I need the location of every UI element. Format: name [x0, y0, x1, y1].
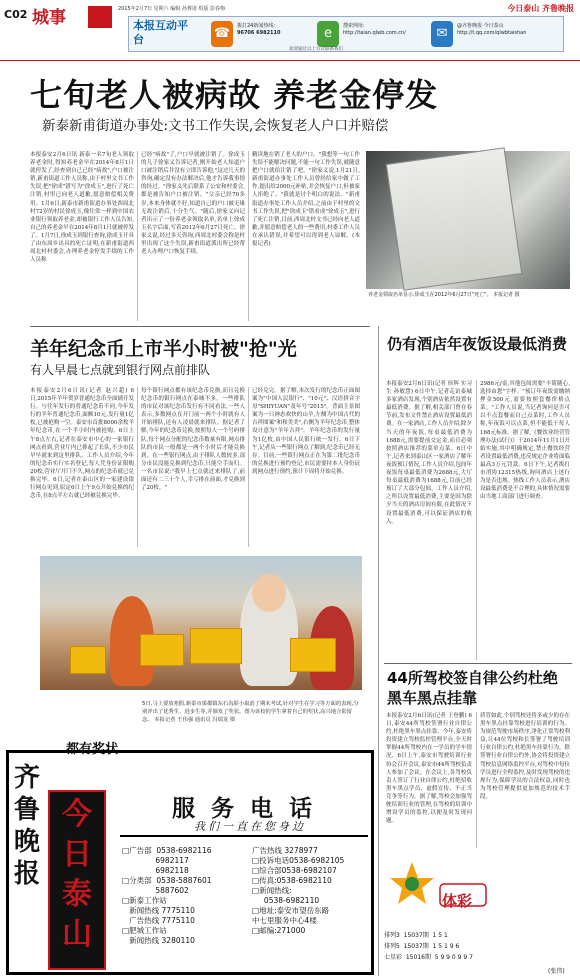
- story1-column-1: 本报泰安2月6日讯 新泰一名7旬老人领取养老金时,得知养老金早在2014年8月1日就停发了,经查到自己已经"病故",户口被注销,新甫街道工作人员称,由于村里文书工作失误,把"徐成"错写为"徐成玉",进行了死亡注销,村里已向老人道歉,愿意赔偿相关费用。1月6日,新泰市新甫街道办事处西周北村72岁的村民徐成玉,像往常一样到中国农业银行领取养老金,却被银行工作人员告知,自己的养老金早在2014年8月1日就被停发了。1月7日,徐成玉到银行查询,徐成玉开具了由东周乡出具的死亡证明,在新甫街道西周北村村委会,办理养老金停发手续的工作人员称: [30, 152, 134, 264]
- headline-driving-schools: 44所驾校签自律公约杜绝黑车黑点挂靠: [387, 669, 558, 707]
- hotline-numbers: 96706 6982110: [237, 30, 281, 36]
- phone-icon: ☎: [211, 21, 233, 47]
- students-award-photo: [40, 556, 362, 690]
- column-divider-vertical: [378, 326, 379, 976]
- weibo-block: [457, 23, 561, 37]
- ad-title: 本报互动平台: [133, 19, 188, 46]
- weibo-url: http://t.qq.com/qlwbtaishan: [457, 30, 527, 36]
- column-divider: [248, 387, 249, 547]
- subhead-commemorative-coin: 有人早晨七点就到银行网点前排队: [30, 363, 211, 377]
- ad-footer: 欢迎通过以上方式联系我们: [289, 47, 343, 52]
- weibo-icon: ✉: [431, 21, 453, 47]
- browser-icon: e: [317, 21, 339, 47]
- subhead-elderly-pension: 新泰新甫街道办事处:文书工作失误,会恢复老人户口并赔偿: [42, 118, 389, 134]
- date-line: 2015年2月7日 星期六 编辑 孙赛诸 组版 彭春梅: [118, 6, 226, 12]
- lottery-logo-icon: [382, 858, 492, 908]
- hotline-block: [237, 23, 281, 37]
- page-number: C02: [4, 8, 28, 21]
- service-title: 服务电话: [172, 796, 328, 822]
- story4-column-1: 本报泰安2月6日讯(记者 王登鹏) 6日,泰安44所驾校签署行业自律公约,杜绝黑车黑点挂靠。今年,泰安将投资建立驾校监控管理平台,全天时掌握44所驾校内在一学员的学车情况。6日上午,泰安市驾驶培训行业协会召开会议,泰安市44所驾校负责人参加了会议。在会议上,各驾校负责人签订了行业自律公约,杜绝招收黑车黑点学员、虚假宣传、不正当竞争等行为。据了解,驾校会加强驾驶培训行业的管理,在驾校的培训中增设学员的监控,以便及时发现问题。: [386, 713, 472, 825]
- service-slogan: 我们一直在您身边: [194, 820, 306, 833]
- interaction-platform-ad: [128, 16, 564, 52]
- search-url: http://taian.qlwb.com.cn/: [343, 30, 406, 36]
- story3-column-2: 2986元/桌,其他包间需要"丰简随心,选择由您"字样。"预订年夜饭需缴纳押金500元,需要按照套餐价格点菜。"工作人员说,当记者询问是否可以不点套餐而自己点菜时,工作人员称,年夜饭可以点菜,但不能低于每人168元标准。据了解,《餐饮业经营管理办法(试行)》于2014年11月1日开始实施,其中明确规定,禁止餐饮经营者设置最低消费,违反规定企业将面临最高3万元罚款。6日下午,记者拨打市消协12315热线,询问酒店上述行为是否违规。热线工作人员表示,酒店设最低消费是不合理的,具体情况需要由当地工商部门进行调查。: [480, 381, 570, 501]
- lottery-label: 体彩: [442, 892, 473, 910]
- story2-column-3: 已经兑完。据了解,本次发行的纪念币正面图案为"中国人民银行"、"10元"、汉语拼音字母"SHIYUAN"及年号"2015"。背面主景图案为一只神态欢快的山羊,左侧为中国古代的吉祥图案"和和美美",右侧为羊年纪念币,整体设计意为"羊年吉祥"。羊年纪念币的发行量为1亿枚,由中国人民银行统一发行。6日下午,记者从一些银行网点了解到,纪念币已经无存。目前,一些银行网点正在为第二批纪念币的兑换进行预约登记,市民需要持本人身份证到网点进行预约,预计下周将开始兑换。: [252, 388, 360, 475]
- column-divider: [137, 151, 138, 321]
- newspaper-brand: 今日泰山 齐鲁晚报: [507, 4, 574, 13]
- page-header: [0, 0, 580, 62]
- service-list-left: □广告部 0538-6982116 6982117 6982118 □分类部 0538-5887601 5887602 □新泰工作站 新闻热线 7775110 广告热线 7775110 □肥城工作站 新闻热线 3280110: [122, 846, 212, 945]
- section-arrow-icon: [88, 6, 112, 28]
- lottery-author: (张伟): [548, 968, 565, 975]
- story3-column-1: 本报泰安2月6日讯(记者 侯辉 实习生 孙敏慧) 6日中午,记者走访泰城多家酒店发现,个别酒店依然设置有最低消费。据了解,相关部门曾在春节前,发布文件禁止酒店设置最低消费。在一家酒店,工作人员介绍,除夕当天的年夜饭,每桌最低消费为1688元,需要提前交定金,而且必须按照酒店推荐的菜单点菜。6日中午,记者来到泰山区一家酒店了解年夜饭预订情况,工作人员介绍,包间年夜饭每桌最低消费为2688元,大厅每桌最低消费为1688元,目前已经预订了大部分包间。工作人员介绍,之所以设置最低消费,主要是因为除夕当天的酒店房间有限,在此情况下设置最低消费,可以保证酒店的收入。: [386, 381, 472, 525]
- students-photo-caption: 5日,马上要放寒假,新泰市果都镇东石沟联小取消了期末考试,针对学生在学习等方面的表现,分别评出了优秀生、进步生等,并颁发了奖状。图为该校的学生拿着自己的奖状,高兴地合影留念。 本报记者 王伟强 通讯员 冯瑞龙 摄: [142, 701, 359, 723]
- story1-column-2: 已经"病故"了,户口早就被注销了。徐成玉的儿子徐家义告诉记者,刚开始老人知道户口被注销后并没有立即告诉他,"这过几天的咨询,确定没有办法解决后,他才告诉我事情的经过。"徐家义先后联系了公安和村委会,都是被告知户口被注销。"父亲已经70多岁,本来身体就不好,知道自己的户口被无缘无故注销后,十分生气。"随后,徐家义向记者出示了一份养老金领取名单,名单上徐成玉名字后面,写着2012年6月27日死亡。徐家义说,经过多天咨询,西周北村委会称是村里出现了这个失误,新甫街道派出所已经帮老人办理户口恢复手续。: [141, 152, 245, 256]
- weibo-label: @齐鲁晚报·今日泰山: [457, 23, 504, 29]
- headline-commemorative-coin: 羊年纪念币上市半小时被"抢"光: [30, 338, 297, 360]
- headline-new-year-dinner: 仍有酒店年夜饭设最低消费: [387, 335, 568, 353]
- photo-label-awards: 都有奖状: [66, 742, 119, 757]
- story1-column-3: 精读地在销了老人的户口。"我想等一句工作失误不能解决问题,不能一句工作失误,就随意把户口就给注销了吧。"徐家义说,1月21日,新甫街道办事处工作人员曾经给家中做了工作,提出给2000元补贴,并会恢复户口,但被家人拒绝了。"我就是讨个明白的说法。"新甫街道办事处工作人员介绍,之前由于村里的文书工作失误,把"徐成玉"错看成"徐成玉",进行了死亡注销,目前,西周北村文书已经向老人道歉,并愿意赔偿老人的一些费用,村委工作人员在承认错误,并希望可以得到老人谅解。(本报记者): [252, 152, 360, 248]
- column-divider: [248, 151, 249, 321]
- service-list-right: 广告热线 3278977 □投诉电话0538-6982105 □综合部0538-6982107 □传真:0538-6982110 □新闻热线: 0538-6982110 □地址:泰安市望岳东路 中七里服务中心4楼 □邮编:271000: [252, 846, 345, 935]
- section-name: 城事: [32, 8, 66, 28]
- masthead-taishan: 今日泰山: [62, 797, 92, 952]
- story-divider: [384, 663, 572, 664]
- search-block: [343, 23, 406, 37]
- headline-elderly-pension: 七旬老人被病故 养老金停发: [30, 76, 439, 114]
- story-divider: [30, 326, 370, 327]
- header-rule: [0, 60, 580, 61]
- column-divider: [476, 712, 477, 848]
- story2-column-1: 本报泰安2月6日讯(记者 赵兴超) 6日,2015年羊年贺岁普通纪念币全面铺开发行。与往年发行的普通纪念币不同,今年发行的羊年普通纪念币,面额10元,发行量1亿枚,已被抢购一空。泰安市首批8000余枚羊年纪念币,在一个半小时内被抢购。6日上午8点左右,记者在泰安市中心的一家银行网点看到,营业厅内已排起了长队,不少市民早早就来到这里排队。工作人员介绍,今年的纪念币实行实名登记,每人凭身份证限购20枚,营业厅开门不久,网点的纪念币就已兑换完毕。6日,记者在泰山区的一家建设银行网点见到,原定6日上午9点开始兑换的纪念币,在8点半左右就已经被兑换完毕。: [30, 388, 134, 500]
- masthead-qilu: 齐鲁晚报: [14, 763, 41, 889]
- lottery-results: 排列3 15037期 1 5 1 排列5 15037期 1 5 1 9 6 七星彩 15016期 5 9 9 0 9 9 7: [384, 932, 473, 961]
- column-divider: [137, 387, 138, 547]
- hotline-label: 拨打24新闻热线:: [237, 23, 276, 29]
- story4-column-2: 质管如此,个别驾校还将多或少的存在黑车黑点挂靠驾校进行培训的行为。为规范驾驶市场秩序,净化正常驾校利益,让44位驾校和长签署了驾驶培训行业自律公约,杜绝黑车挂靠行为。除签署行业自律公约外,协会将投资建立驾校信息网络监控平台,对驾校中每位学员进行全程监控,及时发现驾校的违规行为,保障学员的合法权益,同时也为驾校管理提供更加规范的技术手段。: [480, 713, 570, 800]
- column-divider: [476, 380, 477, 660]
- story2-column-2: 每个银行网点都有该纪念币兑换,而且兑换纪念币的银行网点在泰城不多。一些排队的市民对该纪念币发行有不同看法,一些人表示,多数网点在开门前一两个小时就有人开始排队,还有人凌晨就来排队。据记者了解,今年的纪念币兑换,按照每人一个号码排队,每个网点分配的纪念币数量有限,网点排队的市民一般都是一两个小时后才能兑换到。在一些银行网点,由于排队人数较多,部分市民没能兑换到纪念币,只能空手而归。一名市民说:"我早上七点就过来排队了,前面还有二三十个人,幸亏排在前面,才兑换到了20枚。": [141, 388, 245, 492]
- pension-list-document: [386, 147, 523, 290]
- pension-photo-caption: 养老金领取名单显示,徐成玉在2012年6月27日"死亡"。 本报记者 摄: [368, 292, 520, 298]
- search-label: 搜索网址:: [343, 23, 365, 29]
